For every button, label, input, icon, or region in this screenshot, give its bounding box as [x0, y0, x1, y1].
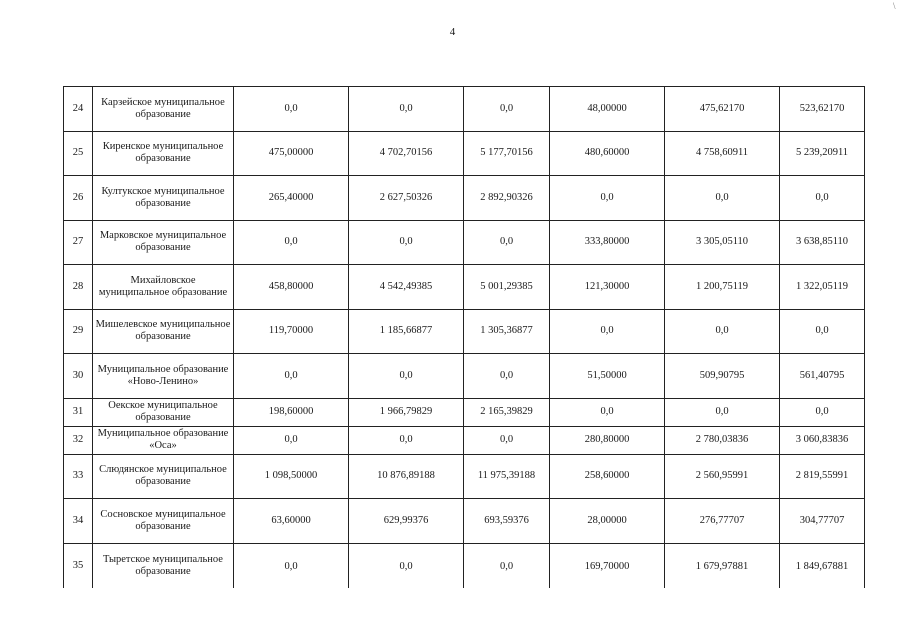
value-cell-6: 0,0: [780, 309, 865, 354]
table-row: [64, 176, 865, 221]
value-cell-4: 51,50000: [550, 354, 665, 399]
value-cell-3: 2 165,39829: [464, 398, 550, 426]
municipal-table: [63, 86, 865, 588]
value-cell-6: 523,62170: [780, 87, 865, 132]
row-number: 32: [64, 426, 93, 454]
municipality-name: Карзейское муниципальное образование: [93, 87, 234, 132]
value-cell-3: 0,0: [464, 220, 550, 265]
value-cell-5: 0,0: [665, 309, 780, 354]
value-cell-4: 0,0: [550, 176, 665, 221]
table-row: [64, 499, 865, 544]
value-cell-1: 198,60000: [234, 398, 349, 426]
value-cell-4: 258,60000: [550, 454, 665, 499]
value-cell-3: 693,59376: [464, 499, 550, 544]
value-cell-3: 11 975,39188: [464, 454, 550, 499]
row-number: 30: [64, 354, 93, 399]
table-row: [64, 398, 865, 426]
value-cell-6: 304,77707: [780, 499, 865, 544]
value-cell-1: 0,0: [234, 87, 349, 132]
table-body: [64, 87, 865, 588]
value-cell-4: 28,00000: [550, 499, 665, 544]
value-cell-5: 0,0: [665, 398, 780, 426]
value-cell-2: 0,0: [349, 543, 464, 588]
value-cell-2: 1 966,79829: [349, 398, 464, 426]
municipality-name: Муниципальное образование «Оса»: [93, 426, 234, 454]
value-cell-2: 0,0: [349, 354, 464, 399]
municipality-name: Марковское муниципальное образование: [93, 220, 234, 265]
value-cell-4: 0,0: [550, 309, 665, 354]
value-cell-3: 0,0: [464, 543, 550, 588]
value-cell-3: 1 305,36877: [464, 309, 550, 354]
value-cell-1: 0,0: [234, 426, 349, 454]
value-cell-3: 5 001,29385: [464, 265, 550, 310]
municipality-name: Култукское муниципальное образование: [93, 176, 234, 221]
table-row: [64, 309, 865, 354]
value-cell-3: 0,0: [464, 354, 550, 399]
value-cell-2: 629,99376: [349, 499, 464, 544]
value-cell-5: 4 758,60911: [665, 131, 780, 176]
value-cell-1: 0,0: [234, 354, 349, 399]
table-row: [64, 265, 865, 310]
municipality-name: Тыретское муниципальное образование: [93, 543, 234, 588]
value-cell-2: 10 876,89188: [349, 454, 464, 499]
row-number: 28: [64, 265, 93, 310]
table-row: [64, 354, 865, 399]
value-cell-6: 0,0: [780, 398, 865, 426]
value-cell-1: 0,0: [234, 220, 349, 265]
row-number: 33: [64, 454, 93, 499]
row-number: 31: [64, 398, 93, 426]
value-cell-6: 5 239,20911: [780, 131, 865, 176]
value-cell-2: 4 702,70156: [349, 131, 464, 176]
value-cell-6: 2 819,55991: [780, 454, 865, 499]
value-cell-4: 480,60000: [550, 131, 665, 176]
municipality-name: Слюдянское муниципальное образование: [93, 454, 234, 499]
value-cell-3: 2 892,90326: [464, 176, 550, 221]
value-cell-4: 48,00000: [550, 87, 665, 132]
value-cell-5: 1 679,97881: [665, 543, 780, 588]
value-cell-2: 1 185,66877: [349, 309, 464, 354]
page-number: 4: [449, 26, 456, 38]
value-cell-2: 2 627,50326: [349, 176, 464, 221]
value-cell-2: 0,0: [349, 220, 464, 265]
municipality-name: Муниципальное образование «Ново-Ленино»: [93, 354, 234, 399]
value-cell-6: 3 060,83836: [780, 426, 865, 454]
value-cell-5: 276,77707: [665, 499, 780, 544]
value-cell-4: 0,0: [550, 398, 665, 426]
value-cell-4: 169,70000: [550, 543, 665, 588]
value-cell-1: 0,0: [234, 543, 349, 588]
value-cell-5: 509,90795: [665, 354, 780, 399]
municipality-name: Сосновское муниципальное образование: [93, 499, 234, 544]
row-number: 26: [64, 176, 93, 221]
value-cell-1: 458,80000: [234, 265, 349, 310]
value-cell-3: 0,0: [464, 87, 550, 132]
row-number: 24: [64, 87, 93, 132]
table-row: [64, 87, 865, 132]
value-cell-2: 4 542,49385: [349, 265, 464, 310]
value-cell-6: 561,40795: [780, 354, 865, 399]
municipality-name: Мишелевское муниципальное образование: [93, 309, 234, 354]
row-number: 34: [64, 499, 93, 544]
value-cell-4: 121,30000: [550, 265, 665, 310]
table-row: [64, 220, 865, 265]
value-cell-6: 1 322,05119: [780, 265, 865, 310]
value-cell-5: 0,0: [665, 176, 780, 221]
row-number: 25: [64, 131, 93, 176]
row-number: 29: [64, 309, 93, 354]
value-cell-3: 0,0: [464, 426, 550, 454]
municipality-name: Оекское муниципальное образование: [93, 398, 234, 426]
table-row: [64, 543, 865, 588]
row-number: 35: [64, 543, 93, 588]
value-cell-5: 2 780,03836: [665, 426, 780, 454]
value-cell-5: 2 560,95991: [665, 454, 780, 499]
value-cell-1: 119,70000: [234, 309, 349, 354]
value-cell-1: 63,60000: [234, 499, 349, 544]
value-cell-3: 5 177,70156: [464, 131, 550, 176]
municipality-name: Михайловское муниципальное образование: [93, 265, 234, 310]
scan-corner-mark: \: [893, 1, 896, 11]
value-cell-5: 3 305,05110: [665, 220, 780, 265]
table-row: [64, 131, 865, 176]
row-number: 27: [64, 220, 93, 265]
value-cell-2: 0,0: [349, 426, 464, 454]
table-row: [64, 454, 865, 499]
value-cell-4: 333,80000: [550, 220, 665, 265]
value-cell-4: 280,80000: [550, 426, 665, 454]
value-cell-5: 475,62170: [665, 87, 780, 132]
value-cell-6: 1 849,67881: [780, 543, 865, 588]
value-cell-6: 0,0: [780, 176, 865, 221]
value-cell-1: 265,40000: [234, 176, 349, 221]
value-cell-5: 1 200,75119: [665, 265, 780, 310]
value-cell-2: 0,0: [349, 87, 464, 132]
value-cell-6: 3 638,85110: [780, 220, 865, 265]
value-cell-1: 475,00000: [234, 131, 349, 176]
table-row: [64, 426, 865, 454]
value-cell-1: 1 098,50000: [234, 454, 349, 499]
municipality-name: Киренское муниципальное образование: [93, 131, 234, 176]
